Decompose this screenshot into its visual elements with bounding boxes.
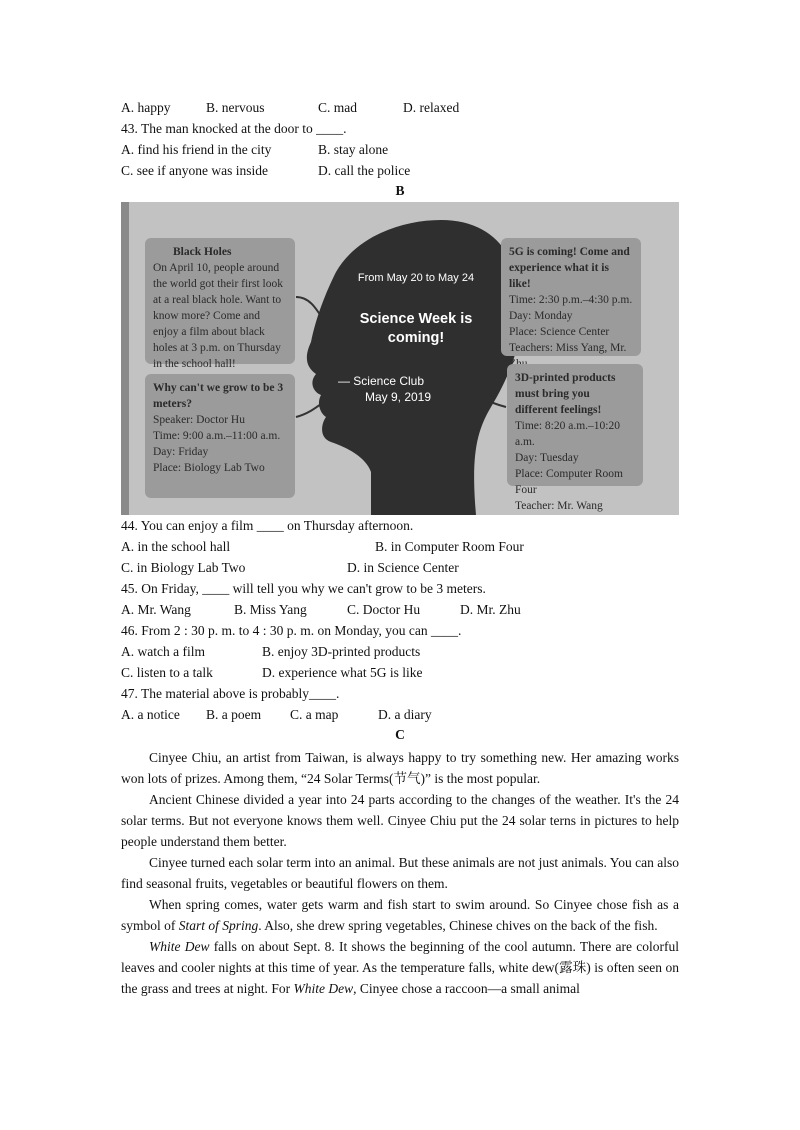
fiveg-place: Place: Science Center <box>509 326 610 338</box>
q43-option-c: C. see if anyone was inside <box>121 163 268 178</box>
poster-dates: From May 20 to May 24 <box>357 272 475 284</box>
printed-place: Place: Computer Room Four <box>515 468 623 496</box>
poster-headline: Science Week is coming! <box>359 311 473 346</box>
grow-talk-place: Place: Biology Lab Two <box>153 462 265 474</box>
q46-option-d: D. experience what 5G is like <box>262 665 423 680</box>
q45-option-d: D. Mr. Zhu <box>460 602 521 617</box>
printed-day: Day: Tuesday <box>515 452 579 464</box>
passage-paragraph-1: Cinyee Chiu, an artist from Taiwan, is always happy to try something new. Her amazing works won lots of prizes. Among them, “24 Solar Terms(节气)” is the most popular. <box>121 750 679 786</box>
q45-stem: 45. On Friday, ____ will tell you why we can't grow to be 3 meters. <box>121 581 486 596</box>
poster-club: — Science Club <box>337 374 425 388</box>
passage-paragraph-3: Cinyee turned each solar term into an animal. But these animals are not just animals. You can also find seasonal fruits, vegetables or beautiful flowers on them. <box>121 855 679 891</box>
start-of-spring-term: Start of Spring <box>178 918 259 933</box>
grow-talk-box <box>145 374 295 498</box>
white-dew-term: White Dew <box>149 939 210 954</box>
passage-c <box>121 747 679 999</box>
q47-option-b: B. a poem <box>206 707 262 722</box>
passage-paragraph-4 <box>121 894 679 936</box>
black-holes-body: On April 10, people around the world got their first look at a real black hole. Want to know more? Come and enjoy a film about black holes at 3 p.m. on Thursday in the school hall! <box>153 262 283 370</box>
q46-stem: 46. From 2 : 30 p. m. to 4 : 30 p. m. on Monday, you can ____. <box>121 623 462 638</box>
passage-paragraph-5 <box>121 936 679 999</box>
passage-paragraph-2: Ancient Chinese divided a year into 24 parts according to the changes of the weather. It's the 24 solar terms. But not everyone knows them well. Cinyee Chiu put the 24 solar terns in pictures to help people understand them better. <box>121 792 679 849</box>
printed-title: 3D-printed products must bring you different feelings! <box>515 372 616 416</box>
p5-text-b: , Cinyee chose a raccoon—a small animal <box>353 981 580 996</box>
p4-text-b: . Also, she drew spring vegetables, Chinese chives on the back of the fish. <box>258 918 658 933</box>
section-c-heading: C <box>395 727 405 742</box>
q44-stem: 44. You can enjoy a film ____ on Thursday afternoon. <box>121 518 414 533</box>
q43-option-a: A. find his friend in the city <box>121 142 272 157</box>
grow-talk-time: Time: 9:00 a.m.–11:00 a.m. <box>153 430 281 442</box>
poster-club-date: May 9, 2019 <box>364 390 432 404</box>
fiveg-time: Time: 2:30 p.m.–4:30 p.m. <box>509 294 633 306</box>
q47-option-d: D. a diary <box>378 707 432 722</box>
black-holes-box <box>145 238 295 370</box>
fiveg-title: 5G is coming! Come and experience what it is like! <box>509 246 630 290</box>
fiveg-day: Day: Monday <box>509 310 573 322</box>
q45-option-b: B. Miss Yang <box>234 602 307 617</box>
printed-time: Time: 8:20 a.m.–10:20 a.m. <box>515 420 620 448</box>
p5-text-a: falls on about Sept. 8. It shows the beginning of the cool autumn. There are colorful leaves and cooler nights at this time of year. As the temperature falls, white dew(露珠) is often seen on the grass and trees at night. For <box>121 939 679 996</box>
q42-option-c: C. mad <box>318 100 357 115</box>
q44-option-d: D. in Science Center <box>347 560 459 575</box>
fiveg-teachers: Teachers: Miss Yang, Mr. <box>509 342 627 354</box>
grow-talk-title: Why can't we grow to be 3 meters? <box>153 382 284 410</box>
q45-option-a: A. Mr. Wang <box>121 602 191 617</box>
q42-option-a: A. happy <box>121 100 171 115</box>
white-dew-term: White Dew <box>293 981 354 996</box>
q44-option-c: C. in Biology Lab Two <box>121 560 246 575</box>
q47-stem: 47. The material above is probably____. <box>121 686 340 701</box>
q46-option-b: B. enjoy 3D-printed products <box>262 644 421 659</box>
black-holes-title: Black Holes <box>173 246 232 258</box>
p4-text-a: When spring comes, water gets warm and fish start to swim around. So Cinyee chose fish as a symbol of <box>121 897 679 933</box>
q47-option-a: A. a notice <box>121 707 180 722</box>
q43-stem: 43. The man knocked at the door to ____. <box>121 121 347 136</box>
grow-talk-day: Day: Friday <box>153 446 209 458</box>
q43-option-b: B. stay alone <box>318 142 389 157</box>
grow-talk-speaker: Speaker: Doctor Hu <box>153 414 245 426</box>
q42-option-d: D. relaxed <box>403 100 460 115</box>
science-week-poster <box>121 202 679 515</box>
q46-option-c: C. listen to a talk <box>121 665 213 680</box>
printed-teacher: Teacher: Mr. Wang <box>515 500 603 512</box>
q43-option-d: D. call the police <box>318 163 411 178</box>
q44-option-a: A. in the school hall <box>121 539 231 554</box>
fiveg-box <box>501 238 641 356</box>
q46-option-a: A. watch a film <box>121 644 205 659</box>
q44-option-b: B. in Computer Room Four <box>375 539 524 554</box>
q42-option-b: B. nervous <box>206 100 265 115</box>
printed-products-box <box>507 364 643 512</box>
section-b-heading: B <box>395 183 405 198</box>
q45-option-c: C. Doctor Hu <box>347 602 421 617</box>
q47-option-c: C. a map <box>290 707 339 722</box>
